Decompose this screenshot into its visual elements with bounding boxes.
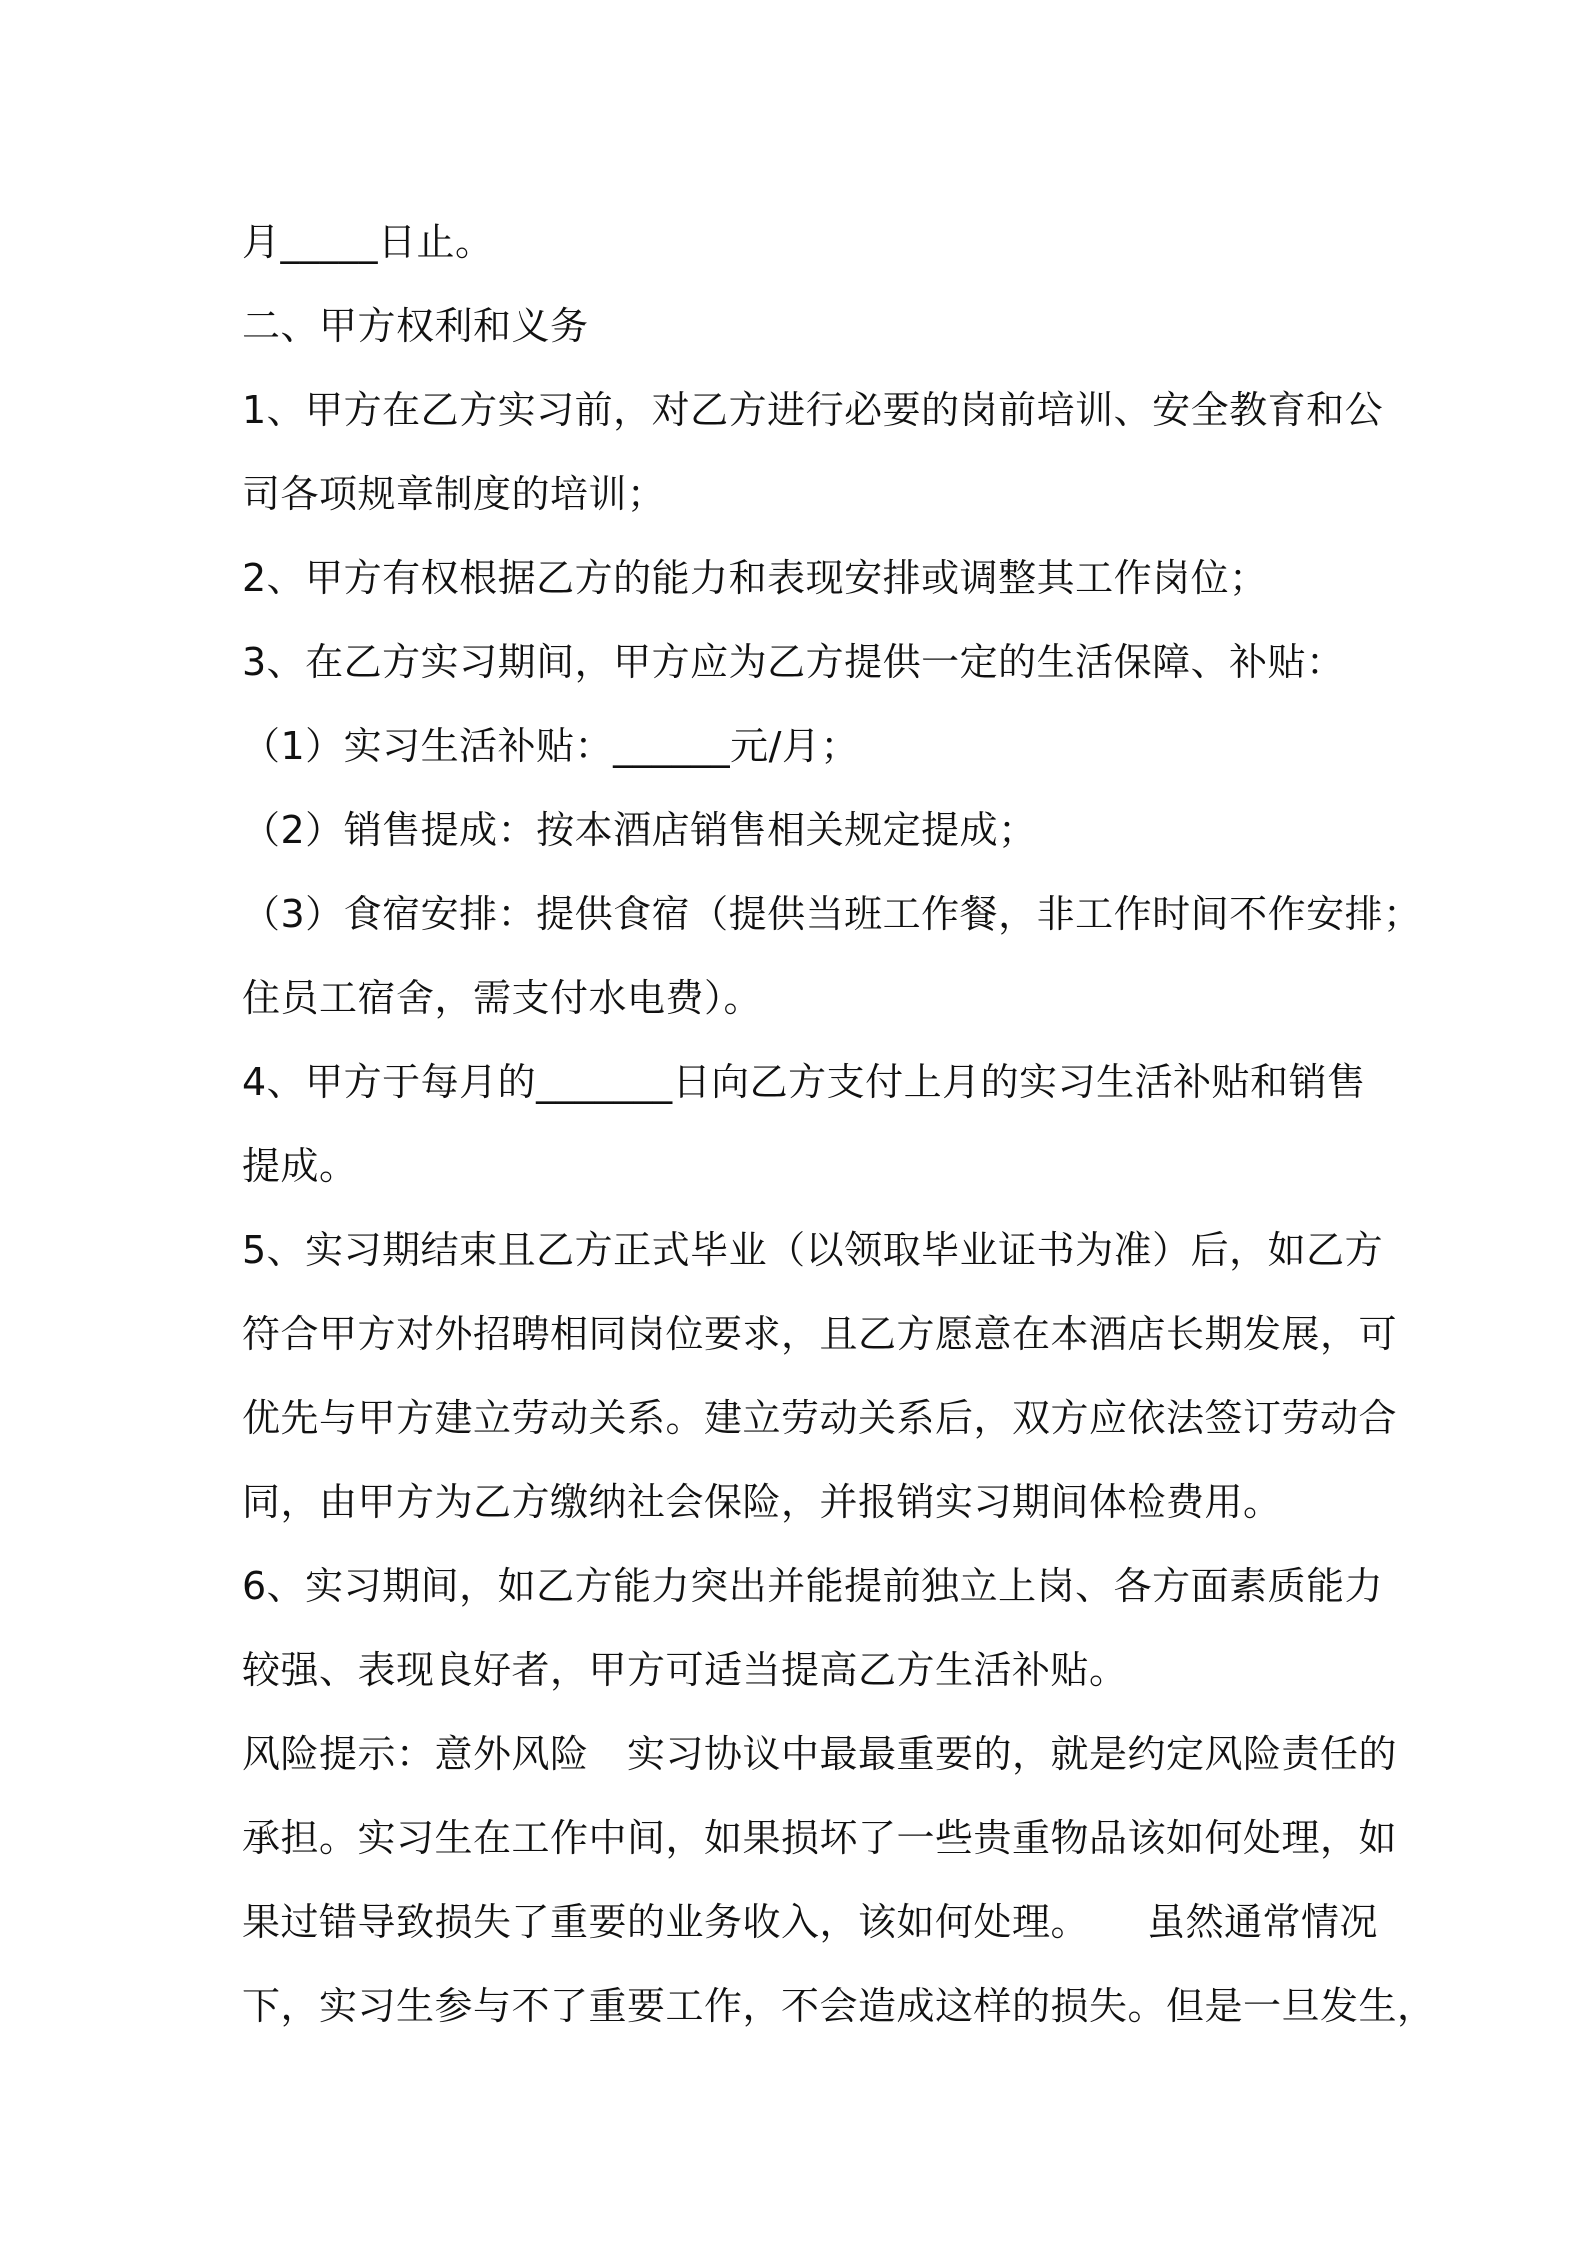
text-line: 提成。: [242, 1144, 358, 1188]
text-line: 2、甲方有权根据乙方的能力和表现安排或调整其工作岗位；: [242, 556, 1268, 600]
text-line: 司各项规章制度的培训；: [242, 472, 666, 516]
text-line: 月_____日止。: [242, 220, 494, 264]
text-line: 6、实习期间，如乙方能力突出并能提前独立上岗、各方面素质能力: [242, 1564, 1384, 1608]
text-line: 3、在乙方实习期间，甲方应为乙方提供一定的生活保障、补贴：: [242, 640, 1345, 684]
text-line: 4、甲方于每月的_______日向乙方支付上月的实习生活补贴和销售: [242, 1060, 1366, 1104]
text-line: 较强、表现良好者，甲方可适当提高乙方生活补贴。: [242, 1648, 1128, 1692]
text-line: 1、甲方在乙方实习前，对乙方进行必要的岗前培训、安全教育和公: [242, 388, 1384, 432]
text-line: （2）销售提成：按本酒店销售相关规定提成；: [242, 808, 1037, 852]
text-line: （3）食宿安排：提供食宿（提供当班工作餐，非工作时间不作安排；: [242, 892, 1422, 936]
text-line: 承担。实习生在工作中间，如果损坏了一些贵重物品该如何处理，如: [242, 1816, 1398, 1860]
text-line: 同，由甲方为乙方缴纳社会保险，并报销实习期间体检费用。: [242, 1480, 1282, 1524]
text-line: 符合甲方对外招聘相同岗位要求，且乙方愿意在本酒店长期发展，可: [242, 1312, 1398, 1356]
text-line: 5、实习期结束且乙方正式毕业（以领取毕业证书为准）后，如乙方: [242, 1228, 1384, 1272]
text-line: 风险提示：意外风险 实习协议中最最重要的，就是约定风险责任的: [242, 1732, 1398, 1776]
section-heading: 二、甲方权利和义务: [242, 304, 589, 348]
text-line: 优先与甲方建立劳动关系。建立劳动关系后，双方应依法签订劳动合: [242, 1396, 1398, 1440]
text-line: （1）实习生活补贴：______元/月；: [242, 724, 859, 768]
text-line: 果过错导致损失了重要的业务收入，该如何处理。 虽然通常情况: [242, 1900, 1379, 1944]
text-line: 下，实习生参与不了重要工作，不会造成这样的损失。但是一旦发生，: [242, 1984, 1436, 2028]
document-body: [242, 200, 1436, 2048]
text-line: 住员工宿舍，需支付水电费）。: [242, 976, 763, 1020]
